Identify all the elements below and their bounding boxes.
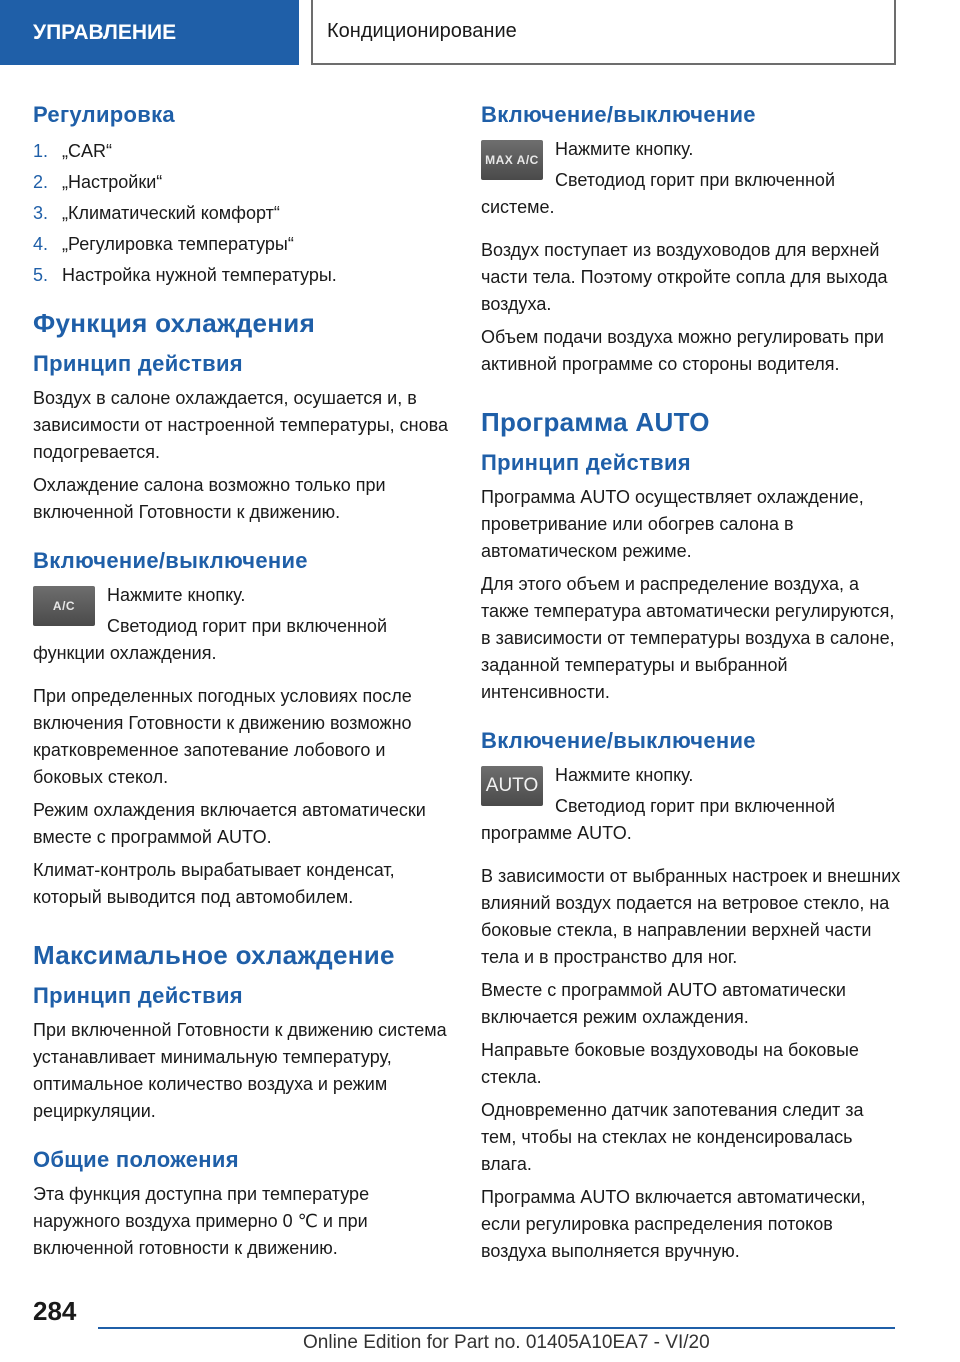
max-text-2: Объем подачи воздуха можно регулировать при активной программе со стороны водителя. [481,327,884,374]
header-section: УПРАВЛЕНИЕ [0,0,299,65]
max-ac-button-icon: MAX A/C [481,140,543,180]
header-topic: Кондиционирование [311,0,896,65]
max-principle-text: При включенной Готовности к движению система устанавливает минимальную температуру, оптимальное количество воздуха и режим рециркуляции. [33,1020,447,1121]
auto-title: Программа AUTO [481,407,710,437]
auto-text-5: Направьте боковые воздуховоды на боковые стекла. [481,1040,859,1087]
list-item: 1. „CAR“ [33,141,112,161]
steps-list [33,136,453,291]
cooling-title: Функция охлаждения [33,308,316,338]
max-led-text: Светодиод горит при включенной системе. [481,170,835,217]
ac-text-1: При определенных погодных условиях после включения Готовности к движению возможно кратковременное запотевание лобового и боковых стекол. [33,686,412,787]
list-item: 5. Настройка нужной температуры. [33,265,337,285]
auto-onoff-title: Включение/выключение [481,728,756,753]
principle-title: Принцип действия [33,351,243,376]
general-text: Эта функция доступна при температуре наружного воздуха примерно 0 ℃ и при включенной готовности к движению. [33,1184,370,1258]
edition-text: Online Edition for Part no. 01405A10EA7 - VI/20 [303,1332,710,1353]
auto-text-3: В зависимости от выбранных настроек и внешних влияний воздух подается на ветровое стекло, на боковые стекла, в направлении верхней части тела и в пространство для ног. [481,866,901,967]
auto-text-2: Для этого объем и распределение воздуха, а также температура автоматически регулируются, в зависимости от температуры воздуха в салоне, заданной температуры и выбранной интенсивности. [481,574,895,702]
auto-press-text: Нажмите кнопку. [555,765,694,785]
list-item: 2. „Настройки“ [33,172,163,192]
list-item: 3. „Климатический комфорт“ [33,203,280,223]
page-number: 284 [33,1296,77,1326]
regulation-title: Регулировка [33,102,175,127]
onoff-title: Включение/выключение [33,548,308,573]
max-text-1: Воздух поступает из воздуховодов для верхней части тела. Поэтому откройте сопла для выхода воздуха. [481,240,888,314]
auto-button-row [481,762,901,851]
max-button-row [481,136,901,225]
auto-button-icon: AUTO [481,766,543,806]
general-title: Общие положения [33,1147,239,1172]
max-press-text: Нажмите кнопку. [555,139,694,159]
auto-principle-title: Принцип действия [481,450,691,475]
list-item: 4. „Регулировка температуры“ [33,234,294,254]
auto-led-text: Светодиод горит при включенной программе AUTO. [481,796,835,843]
auto-text-7: Программа AUTO включается автоматически, если регулировка распределения потоков воздуха выполняется вручную. [481,1187,866,1261]
max-cooling-title: Максимальное охлаждение [33,940,395,970]
ac-button-row [33,582,453,671]
principle-text-1: Воздух в салоне охлаждается, осушается и, в зависимости от настроенной температуры, снова подогревается. [33,388,448,462]
principle-text-2: Охлаждение салона возможно только при включенной Готовности к движению. [33,475,386,522]
max-onoff-title: Включение/выключение [481,102,756,127]
ac-press-text: Нажмите кнопку. [107,585,246,605]
auto-text-6: Одновременно датчик запотевания следит за тем, чтобы на стеклах не конденсировалась влага. [481,1100,864,1174]
ac-button-icon: A/C [33,586,95,626]
left-column [33,100,453,1268]
ac-led-text: Светодиод горит при включенной функции охлаждения. [33,616,387,663]
max-principle-title: Принцип действия [33,983,243,1008]
auto-text-4: Вместе с программой AUTO автоматически включается режим охлаждения. [481,980,846,1027]
ac-text-3: Климат-контроль вырабатывает конденсат, который выводится под автомобилем. [33,860,395,907]
right-column [481,100,901,1271]
auto-text-1: Программа AUTO осуществляет охлаждение, проветривание или обогрев салона в автоматическом режиме. [481,487,864,561]
footer-divider [98,1327,895,1329]
ac-text-2: Режим охлаждения включается автоматически вместе с программой AUTO. [33,800,426,847]
